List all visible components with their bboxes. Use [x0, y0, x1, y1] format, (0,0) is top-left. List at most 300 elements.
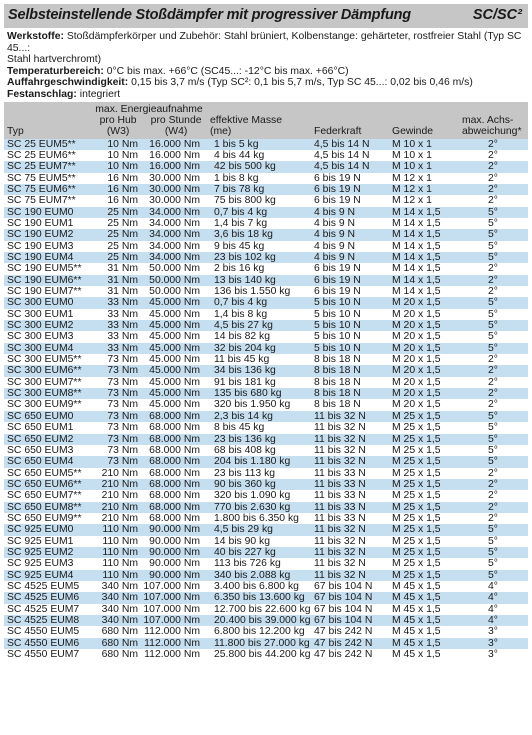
cell-mass: 1.800 bis 6.350 kg	[210, 513, 314, 524]
table-row	[4, 581, 528, 592]
cell-energy-hour: 45.000 Nm	[140, 354, 210, 365]
header-w4: pro Stunde (W4)	[150, 114, 202, 137]
spec-materials-cont: Stahl hartverchromt)	[7, 54, 102, 66]
cell-deviation: 2°	[458, 275, 528, 286]
cell-energy-hour: 90.000 Nm	[140, 547, 210, 558]
cell-energy-stroke: 16 Nm	[88, 195, 140, 206]
table-row	[4, 399, 528, 410]
cell-mass: 3,6 bis 18 kg	[210, 229, 314, 240]
cell-type: SC 75 EUM5**	[4, 173, 88, 184]
cell-spring: 11 bis 32 N	[314, 411, 388, 422]
cell-thread: M 10 x 1	[388, 139, 458, 150]
cell-thread: M 25 x 1,5	[388, 468, 458, 479]
page-title: Selbsteinstellende Stoßdämpfer mit progressiver Dämpfung	[8, 7, 411, 23]
cell-energy-stroke: 25 Nm	[88, 241, 140, 252]
cell-spring: 11 bis 32 N	[314, 445, 388, 456]
cell-energy-hour: 34.000 Nm	[140, 218, 210, 229]
cell-type: SC 4525 EUM8	[4, 615, 88, 626]
cell-thread: M 12 x 1	[388, 173, 458, 184]
cell-spring: 4,5 bis 14 N	[314, 161, 388, 172]
cell-thread: M 25 x 1,5	[388, 524, 458, 535]
cell-deviation: 2°	[458, 139, 528, 150]
cell-thread: M 20 x 1,5	[388, 354, 458, 365]
cell-spring: 5 bis 10 N	[314, 320, 388, 331]
cell-energy-stroke: 33 Nm	[88, 320, 140, 331]
cell-spring: 11 bis 32 N	[314, 558, 388, 569]
cell-spring: 6 bis 19 N	[314, 286, 388, 297]
cell-spring: 11 bis 33 N	[314, 479, 388, 490]
table-row	[4, 354, 528, 365]
cell-thread: M 25 x 1,5	[388, 558, 458, 569]
table-row	[4, 592, 528, 603]
table-row	[4, 343, 528, 354]
cell-type: SC 925 EUM4	[4, 570, 88, 581]
cell-spring: 4 bis 9 N	[314, 207, 388, 218]
cell-mass: 68 bis 408 kg	[210, 445, 314, 456]
cell-type: SC 4525 EUM5	[4, 581, 88, 592]
cell-mass: 320 bis 1.950 kg	[210, 399, 314, 410]
table-row	[4, 173, 528, 184]
cell-type: SC 190 EUM6**	[4, 275, 88, 286]
cell-energy-stroke: 110 Nm	[88, 558, 140, 569]
table-row	[4, 184, 528, 195]
cell-energy-stroke: 110 Nm	[88, 536, 140, 547]
cell-thread: M 25 x 1,5	[388, 570, 458, 581]
cell-energy-hour: 68.000 Nm	[140, 434, 210, 445]
cell-thread: M 25 x 1,5	[388, 422, 458, 433]
cell-thread: M 45 x 1,5	[388, 638, 458, 649]
cell-spring: 11 bis 32 N	[314, 456, 388, 467]
cell-thread: M 20 x 1,5	[388, 343, 458, 354]
cell-energy-hour: 107.000 Nm	[140, 604, 210, 615]
cell-mass: 42 bis 500 kg	[210, 161, 314, 172]
table-body	[4, 139, 528, 661]
cell-deviation: 4°	[458, 581, 528, 592]
cell-spring: 4 bis 9 N	[314, 252, 388, 263]
cell-energy-stroke: 33 Nm	[88, 309, 140, 320]
cell-spring: 4 bis 9 N	[314, 241, 388, 252]
cell-mass: 4,5 bis 29 kg	[210, 524, 314, 535]
cell-energy-hour: 50.000 Nm	[140, 275, 210, 286]
cell-type: SC 300 EUM3	[4, 331, 88, 342]
cell-type: SC 25 EUM5**	[4, 139, 88, 150]
table-row	[4, 468, 528, 479]
cell-energy-stroke: 31 Nm	[88, 286, 140, 297]
cell-energy-stroke: 33 Nm	[88, 343, 140, 354]
cell-type: SC 300 EUM6**	[4, 365, 88, 376]
table-row	[4, 229, 528, 240]
table-row	[4, 570, 528, 581]
cell-deviation: 5°	[458, 320, 528, 331]
cell-thread: M 10 x 1	[388, 161, 458, 172]
cell-energy-stroke: 33 Nm	[88, 331, 140, 342]
cell-mass: 8 bis 45 kg	[210, 422, 314, 433]
cell-energy-stroke: 73 Nm	[88, 354, 140, 365]
cell-energy-hour: 45.000 Nm	[140, 309, 210, 320]
cell-energy-stroke: 73 Nm	[88, 388, 140, 399]
cell-spring: 47 bis 242 N	[314, 626, 388, 637]
cell-type: SC 4550 EUM7	[4, 649, 88, 660]
cell-energy-hour: 50.000 Nm	[140, 263, 210, 274]
cell-deviation: 2°	[458, 502, 528, 513]
cell-spring: 6 bis 19 N	[314, 263, 388, 274]
cell-energy-hour: 45.000 Nm	[140, 297, 210, 308]
header-mass	[210, 102, 314, 139]
table-row	[4, 547, 528, 558]
cell-deviation: 2°	[458, 286, 528, 297]
table-row	[4, 252, 528, 263]
cell-deviation: 2°	[458, 479, 528, 490]
cell-deviation: 5°	[458, 252, 528, 263]
cell-type: SC 190 EUM0	[4, 207, 88, 218]
cell-thread: M 14 x 1,5	[388, 275, 458, 286]
cell-energy-stroke: 340 Nm	[88, 615, 140, 626]
cell-energy-stroke: 33 Nm	[88, 297, 140, 308]
cell-spring: 11 bis 33 N	[314, 468, 388, 479]
table-row	[4, 150, 528, 161]
cell-energy-stroke: 73 Nm	[88, 456, 140, 467]
cell-energy-stroke: 110 Nm	[88, 570, 140, 581]
cell-energy-hour: 16.000 Nm	[140, 139, 210, 150]
cell-spring: 47 bis 242 N	[314, 649, 388, 660]
cell-thread: M 12 x 1	[388, 195, 458, 206]
cell-energy-stroke: 73 Nm	[88, 434, 140, 445]
cell-energy-hour: 112.000 Nm	[140, 638, 210, 649]
cell-deviation: 2°	[458, 513, 528, 524]
table-row	[4, 309, 528, 320]
cell-energy-hour: 34.000 Nm	[140, 241, 210, 252]
spec-temperature-label: Temperaturbereich:	[7, 65, 104, 77]
cell-energy-hour: 68.000 Nm	[140, 445, 210, 456]
cell-energy-stroke: 210 Nm	[88, 490, 140, 501]
header-thread: Gewinde	[388, 102, 458, 139]
cell-deviation: 5°	[458, 536, 528, 547]
cell-energy-stroke: 73 Nm	[88, 445, 140, 456]
cell-energy-hour: 45.000 Nm	[140, 377, 210, 388]
cell-deviation: 2°	[458, 263, 528, 274]
cell-thread: M 25 x 1,5	[388, 411, 458, 422]
cell-spring: 6 bis 19 N	[314, 195, 388, 206]
spec-stop-label: Festanschlag:	[7, 88, 77, 100]
cell-mass: 135 bis 680 kg	[210, 388, 314, 399]
cell-mass: 34 bis 136 kg	[210, 365, 314, 376]
cell-type: SC 925 EUM1	[4, 536, 88, 547]
cell-type: SC 650 EUM8**	[4, 502, 88, 513]
cell-mass: 1 bis 5 kg	[210, 139, 314, 150]
cell-type: SC 650 EUM4	[4, 456, 88, 467]
cell-energy-hour: 34.000 Nm	[140, 252, 210, 263]
cell-thread: M 10 x 1	[388, 150, 458, 161]
cell-thread: M 20 x 1,5	[388, 309, 458, 320]
table-row	[4, 286, 528, 297]
cell-spring: 11 bis 32 N	[314, 536, 388, 547]
cell-energy-hour: 68.000 Nm	[140, 422, 210, 433]
cell-mass: 1,4 bis 8 kg	[210, 309, 314, 320]
cell-deviation: 5°	[458, 218, 528, 229]
cell-spring: 6 bis 19 N	[314, 275, 388, 286]
header-deviation-bottom: abweichung*	[462, 125, 522, 137]
cell-mass: 14 bis 82 kg	[210, 331, 314, 342]
cell-deviation: 5°	[458, 558, 528, 569]
cell-deviation: 5°	[458, 343, 528, 354]
cell-deviation: 5°	[458, 207, 528, 218]
cell-thread: M 14 x 1,5	[388, 252, 458, 263]
cell-deviation: 2°	[458, 184, 528, 195]
cell-type: SC 4525 EUM6	[4, 592, 88, 603]
cell-thread: M 25 x 1,5	[388, 434, 458, 445]
cell-energy-hour: 107.000 Nm	[140, 581, 210, 592]
cell-type: SC 650 EUM0	[4, 411, 88, 422]
cell-type: SC 190 EUM4	[4, 252, 88, 263]
cell-mass: 32 bis 204 kg	[210, 343, 314, 354]
cell-type: SC 650 EUM9**	[4, 513, 88, 524]
cell-mass: 23 bis 136 kg	[210, 434, 314, 445]
table-row	[4, 649, 528, 660]
cell-type: SC 190 EUM7**	[4, 286, 88, 297]
table-row	[4, 388, 528, 399]
cell-deviation: 3°	[458, 626, 528, 637]
cell-thread: M 45 x 1,5	[388, 626, 458, 637]
cell-type: SC 300 EUM9**	[4, 399, 88, 410]
cell-spring: 11 bis 32 N	[314, 570, 388, 581]
spec-speed-text: 0,15 bis 3,7 m/s (Typ SC²: 0,1 bis 5,7 m/s, Typ SC 45...: 0,02 bis 0,46 m/s)	[131, 77, 473, 89]
cell-thread: M 20 x 1,5	[388, 377, 458, 388]
table-row	[4, 445, 528, 456]
cell-deviation: 5°	[458, 422, 528, 433]
cell-type: SC 25 EUM7**	[4, 161, 88, 172]
cell-energy-stroke: 25 Nm	[88, 207, 140, 218]
cell-deviation: 2°	[458, 365, 528, 376]
cell-spring: 5 bis 10 N	[314, 297, 388, 308]
cell-mass: 1,4 bis 7 kg	[210, 218, 314, 229]
header-deviation	[458, 102, 528, 139]
cell-energy-stroke: 340 Nm	[88, 581, 140, 592]
cell-thread: M 25 x 1,5	[388, 479, 458, 490]
cell-mass: 20.400 bis 39.000 kg	[210, 615, 314, 626]
cell-spring: 67 bis 104 N	[314, 592, 388, 603]
cell-energy-hour: 16.000 Nm	[140, 150, 210, 161]
cell-energy-hour: 34.000 Nm	[140, 207, 210, 218]
cell-energy-hour: 50.000 Nm	[140, 286, 210, 297]
cell-deviation: 5°	[458, 241, 528, 252]
cell-spring: 8 bis 18 N	[314, 399, 388, 410]
cell-mass: 12.700 bis 22.600 kg	[210, 604, 314, 615]
cell-spring: 11 bis 33 N	[314, 502, 388, 513]
table-row	[4, 513, 528, 524]
spec-speed-label: Auffahrgeschwindigkeit:	[7, 77, 129, 89]
cell-type: SC 925 EUM2	[4, 547, 88, 558]
table-row	[4, 207, 528, 218]
cell-mass: 320 bis 1.090 kg	[210, 490, 314, 501]
cell-deviation: 5°	[458, 456, 528, 467]
cell-energy-stroke: 25 Nm	[88, 229, 140, 240]
title-bar	[4, 4, 528, 28]
cell-spring: 4,5 bis 14 N	[314, 139, 388, 150]
cell-thread: M 25 x 1,5	[388, 456, 458, 467]
cell-deviation: 2°	[458, 490, 528, 501]
cell-mass: 25.800 bis 44.200 kg	[210, 649, 314, 660]
cell-spring: 4,5 bis 14 N	[314, 150, 388, 161]
table-row	[4, 479, 528, 490]
cell-energy-stroke: 16 Nm	[88, 173, 140, 184]
cell-deviation: 5°	[458, 570, 528, 581]
cell-energy-stroke: 680 Nm	[88, 649, 140, 660]
header-w3: pro Hub (W3)	[99, 114, 137, 137]
header-energy-title: max. Energieaufnahme	[95, 103, 203, 115]
cell-energy-stroke: 73 Nm	[88, 422, 140, 433]
cell-energy-hour: 68.000 Nm	[140, 513, 210, 524]
cell-spring: 8 bis 18 N	[314, 377, 388, 388]
cell-deviation: 5°	[458, 297, 528, 308]
cell-energy-stroke: 73 Nm	[88, 365, 140, 376]
cell-mass: 136 bis 1.550 kg	[210, 286, 314, 297]
cell-thread: M 20 x 1,5	[388, 320, 458, 331]
cell-deviation: 2°	[458, 150, 528, 161]
table-row	[4, 377, 528, 388]
cell-energy-hour: 45.000 Nm	[140, 320, 210, 331]
table-row	[4, 524, 528, 535]
cell-type: SC 190 EUM1	[4, 218, 88, 229]
cell-energy-hour: 45.000 Nm	[140, 331, 210, 342]
cell-thread: M 20 x 1,5	[388, 399, 458, 410]
cell-energy-stroke: 73 Nm	[88, 411, 140, 422]
table-row	[4, 615, 528, 626]
cell-energy-stroke: 110 Nm	[88, 524, 140, 535]
cell-energy-stroke: 16 Nm	[88, 184, 140, 195]
cell-type: SC 190 EUM3	[4, 241, 88, 252]
cell-mass: 770 bis 2.630 kg	[210, 502, 314, 513]
cell-spring: 47 bis 242 N	[314, 638, 388, 649]
cell-spring: 8 bis 18 N	[314, 388, 388, 399]
cell-deviation: 5°	[458, 411, 528, 422]
cell-type: SC 190 EUM2	[4, 229, 88, 240]
cell-mass: 2 bis 16 kg	[210, 263, 314, 274]
cell-type: SC 650 EUM2	[4, 434, 88, 445]
cell-spring: 4 bis 9 N	[314, 229, 388, 240]
cell-deviation: 2°	[458, 195, 528, 206]
cell-deviation: 5°	[458, 524, 528, 535]
cell-spring: 67 bis 104 N	[314, 615, 388, 626]
cell-spring: 6 bis 19 N	[314, 173, 388, 184]
table-row	[4, 320, 528, 331]
cell-thread: M 12 x 1	[388, 184, 458, 195]
cell-energy-hour: 68.000 Nm	[140, 502, 210, 513]
cell-type: SC 650 EUM1	[4, 422, 88, 433]
table-row	[4, 638, 528, 649]
cell-energy-hour: 107.000 Nm	[140, 615, 210, 626]
header-mass-title: effektive Masse	[210, 114, 282, 126]
table-row	[4, 604, 528, 615]
cell-mass: 90 bis 360 kg	[210, 479, 314, 490]
cell-deviation: 2°	[458, 468, 528, 479]
table-row	[4, 490, 528, 501]
table-row	[4, 331, 528, 342]
cell-type: SC 300 EUM1	[4, 309, 88, 320]
table-row	[4, 297, 528, 308]
cell-type: SC 650 EUM5**	[4, 468, 88, 479]
spec-stop-text: integriert	[79, 88, 121, 100]
cell-energy-hour: 16.000 Nm	[140, 161, 210, 172]
cell-mass: 204 bis 1.180 kg	[210, 456, 314, 467]
cell-energy-stroke: 210 Nm	[88, 479, 140, 490]
cell-type: SC 300 EUM5**	[4, 354, 88, 365]
cell-spring: 8 bis 18 N	[314, 365, 388, 376]
cell-deviation: 5°	[458, 547, 528, 558]
cell-energy-hour: 90.000 Nm	[140, 558, 210, 569]
spec-materials-text: Stoßdämpferkörper und Zubehör: Stahl brüniert, Kolbenstange: gehärteter, rostfreier Stahl (Typ SC 45...:	[7, 31, 522, 54]
cell-energy-stroke: 25 Nm	[88, 252, 140, 263]
cell-spring: 6 bis 19 N	[314, 184, 388, 195]
table-row	[4, 263, 528, 274]
cell-deviation: 2°	[458, 388, 528, 399]
cell-deviation: 5°	[458, 309, 528, 320]
cell-mass: 7 bis 78 kg	[210, 184, 314, 195]
cell-mass: 13 bis 140 kg	[210, 275, 314, 286]
cell-thread: M 14 x 1,5	[388, 286, 458, 297]
table-row	[4, 411, 528, 422]
cell-energy-hour: 68.000 Nm	[140, 456, 210, 467]
cell-energy-hour: 45.000 Nm	[140, 399, 210, 410]
cell-type: SC 650 EUM3	[4, 445, 88, 456]
cell-spring: 67 bis 104 N	[314, 604, 388, 615]
cell-mass: 40 bis 227 kg	[210, 547, 314, 558]
cell-energy-hour: 30.000 Nm	[140, 173, 210, 184]
cell-thread: M 20 x 1,5	[388, 331, 458, 342]
cell-mass: 23 bis 102 kg	[210, 252, 314, 263]
cell-mass: 91 bis 181 kg	[210, 377, 314, 388]
cell-thread: M 14 x 1,5	[388, 241, 458, 252]
cell-energy-hour: 107.000 Nm	[140, 592, 210, 603]
cell-spring: 11 bis 32 N	[314, 422, 388, 433]
cell-thread: M 25 x 1,5	[388, 490, 458, 501]
cell-mass: 3.400 bis 6.800 kg	[210, 581, 314, 592]
product-table	[4, 102, 528, 661]
table-row	[4, 161, 528, 172]
cell-type: SC 650 EUM7**	[4, 490, 88, 501]
cell-deviation: 2°	[458, 161, 528, 172]
cell-energy-hour: 45.000 Nm	[140, 343, 210, 354]
cell-type: SC 925 EUM0	[4, 524, 88, 535]
cell-energy-hour: 30.000 Nm	[140, 184, 210, 195]
cell-deviation: 3°	[458, 649, 528, 660]
cell-thread: M 25 x 1,5	[388, 536, 458, 547]
spec-temperature	[7, 66, 528, 78]
cell-type: SC 300 EUM2	[4, 320, 88, 331]
cell-energy-hour: 90.000 Nm	[140, 536, 210, 547]
table-row	[4, 139, 528, 150]
spec-stop	[7, 89, 528, 101]
cell-deviation: 4°	[458, 592, 528, 603]
cell-spring: 11 bis 33 N	[314, 490, 388, 501]
table-row	[4, 195, 528, 206]
cell-energy-stroke: 25 Nm	[88, 218, 140, 229]
cell-energy-hour: 68.000 Nm	[140, 479, 210, 490]
header-mass-unit: (me)	[210, 125, 232, 137]
cell-thread: M 25 x 1,5	[388, 513, 458, 524]
cell-energy-stroke: 680 Nm	[88, 638, 140, 649]
cell-thread: M 20 x 1,5	[388, 365, 458, 376]
cell-energy-stroke: 31 Nm	[88, 275, 140, 286]
cell-energy-stroke: 73 Nm	[88, 399, 140, 410]
table-row	[4, 422, 528, 433]
table-row	[4, 241, 528, 252]
cell-mass: 6.800 bis 12.200 kg	[210, 626, 314, 637]
cell-type: SC 300 EUM8**	[4, 388, 88, 399]
cell-energy-stroke: 10 Nm	[88, 139, 140, 150]
cell-type: SC 4525 EUM7	[4, 604, 88, 615]
cell-spring: 5 bis 10 N	[314, 309, 388, 320]
cell-mass: 23 bis 113 kg	[210, 468, 314, 479]
